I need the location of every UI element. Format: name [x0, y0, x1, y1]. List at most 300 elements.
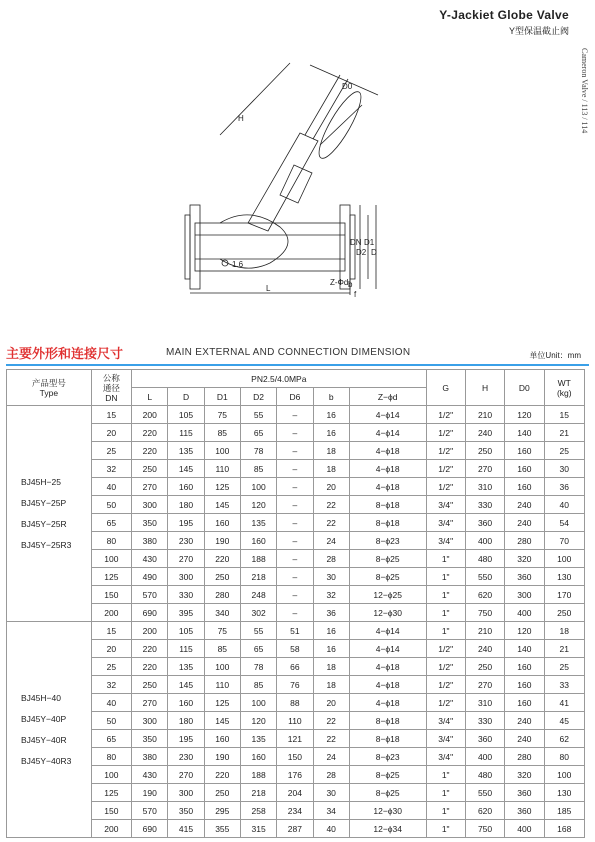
table-cell: 115: [168, 640, 204, 658]
table-cell: 65: [240, 640, 276, 658]
table-cell: 4−ϕ18: [349, 460, 426, 478]
table-cell: 188: [240, 550, 276, 568]
table-cell: 234: [277, 802, 313, 820]
table-cell: 300: [168, 784, 204, 802]
table-row: [7, 730, 585, 748]
table-cell: 4−ϕ18: [349, 442, 426, 460]
table-cell: 30: [313, 568, 349, 586]
table-cell: 310: [465, 478, 504, 496]
type-label: BJ45Y−25P: [21, 497, 67, 508]
table-cell: 280: [505, 532, 544, 550]
table-cell: 40: [544, 496, 584, 514]
table-cell: 160: [505, 658, 544, 676]
table-cell: 8−ϕ23: [349, 748, 426, 766]
table-body: [7, 406, 585, 838]
header-d1: D1: [204, 388, 240, 406]
table-cell: 270: [132, 478, 168, 496]
table-cell: 240: [465, 424, 504, 442]
table-cell: 33: [544, 676, 584, 694]
label-d: D: [371, 248, 377, 257]
table-cell: 690: [132, 604, 168, 622]
table-cell: 80: [544, 748, 584, 766]
table-cell: 110: [204, 460, 240, 478]
table-cell: 220: [132, 640, 168, 658]
page-subtitle: Y型保温截止阀: [508, 26, 569, 36]
header-d2: D2: [240, 388, 276, 406]
table-cell: –: [277, 424, 313, 442]
table-cell: 85: [240, 460, 276, 478]
table-cell: 76: [277, 676, 313, 694]
table-cell: 8−ϕ25: [349, 550, 426, 568]
table-cell: 4−ϕ18: [349, 658, 426, 676]
table-cell: 4−ϕ14: [349, 622, 426, 640]
table-cell: 120: [240, 712, 276, 730]
table-cell: 320: [505, 766, 544, 784]
label-h: H: [238, 114, 244, 123]
table-cell: 400: [465, 532, 504, 550]
table-cell: 1/2": [426, 442, 465, 460]
table-cell: 78: [240, 442, 276, 460]
table-cell: 550: [465, 568, 504, 586]
table-cell: 12−ϕ25: [349, 586, 426, 604]
table-cell: 8−ϕ23: [349, 532, 426, 550]
table-cell: 200: [132, 406, 168, 424]
table-row: [7, 658, 585, 676]
table-cell: 3/4": [426, 712, 465, 730]
table-cell: 160: [505, 694, 544, 712]
table-cell: 40: [91, 694, 131, 712]
table-row: [7, 622, 585, 640]
table-row: [7, 766, 585, 784]
table-cell: 188: [240, 766, 276, 784]
header-h: H: [465, 370, 504, 406]
table-cell: 8−ϕ25: [349, 784, 426, 802]
table-cell: 120: [240, 496, 276, 514]
table-cell: 200: [132, 622, 168, 640]
table-cell: 160: [505, 442, 544, 460]
table-row: [7, 424, 585, 442]
table-cell: 160: [204, 514, 240, 532]
table-cell: 220: [132, 424, 168, 442]
table-cell: 135: [168, 442, 204, 460]
table-cell: 570: [132, 802, 168, 820]
table-cell: 54: [544, 514, 584, 532]
table-cell: 160: [505, 460, 544, 478]
table-cell: 200: [91, 604, 131, 622]
label-d0: D0: [342, 82, 353, 91]
section-title-en: MAIN EXTERNAL AND CONNECTION DIMENSION: [166, 347, 411, 358]
table-cell: 160: [505, 676, 544, 694]
table-cell: 4−ϕ14: [349, 640, 426, 658]
table-cell: 50: [91, 712, 131, 730]
table-cell: 66: [277, 658, 313, 676]
table-cell: –: [277, 496, 313, 514]
table-cell: 360: [465, 730, 504, 748]
type-label: BJ45H−25: [21, 476, 61, 487]
table-cell: 360: [505, 568, 544, 586]
table-cell: 100: [544, 766, 584, 784]
table-cell: 240: [505, 730, 544, 748]
table-cell: 3/4": [426, 730, 465, 748]
header-g: G: [426, 370, 465, 406]
table-row: [7, 478, 585, 496]
header-b: b: [313, 388, 349, 406]
table-cell: 1": [426, 586, 465, 604]
table-cell: 380: [132, 532, 168, 550]
table-cell: 16: [313, 640, 349, 658]
table-cell: 180: [168, 496, 204, 514]
table-cell: 62: [544, 730, 584, 748]
type-cell: [7, 622, 92, 838]
table-cell: –: [277, 604, 313, 622]
table-cell: 195: [168, 730, 204, 748]
table-cell: 204: [277, 784, 313, 802]
table-cell: 75: [204, 622, 240, 640]
table-cell: 240: [505, 514, 544, 532]
table-cell: 350: [168, 802, 204, 820]
table-cell: 1": [426, 568, 465, 586]
table-cell: 28: [313, 550, 349, 568]
table-cell: 135: [240, 730, 276, 748]
table-cell: 20: [313, 694, 349, 712]
table-cell: 8−ϕ18: [349, 712, 426, 730]
table-cell: 220: [132, 442, 168, 460]
table-cell: 300: [132, 496, 168, 514]
label-dn: DN: [350, 238, 362, 247]
table-cell: 100: [240, 478, 276, 496]
table-cell: 32: [313, 586, 349, 604]
table-cell: 20: [91, 424, 131, 442]
table-cell: 230: [168, 532, 204, 550]
table-cell: 218: [240, 784, 276, 802]
table-cell: 80: [91, 532, 131, 550]
label-l: L: [266, 284, 271, 293]
table-cell: 78: [240, 658, 276, 676]
table-cell: 480: [465, 550, 504, 568]
table-cell: 1/2": [426, 640, 465, 658]
table-cell: 8−ϕ18: [349, 496, 426, 514]
table-cell: 8−ϕ18: [349, 514, 426, 532]
table-cell: 210: [465, 622, 504, 640]
table-cell: 15: [91, 622, 131, 640]
table-cell: 490: [132, 568, 168, 586]
table-cell: 145: [204, 496, 240, 514]
table-cell: 65: [240, 424, 276, 442]
table-cell: 270: [465, 460, 504, 478]
table-cell: 185: [544, 802, 584, 820]
table-cell: 65: [91, 514, 131, 532]
table-cell: 32: [91, 676, 131, 694]
table-cell: 145: [204, 712, 240, 730]
table-cell: 250: [544, 604, 584, 622]
table-cell: 130: [544, 568, 584, 586]
table-cell: 125: [91, 784, 131, 802]
table-cell: 121: [277, 730, 313, 748]
table-row: [7, 406, 585, 424]
table-cell: 480: [465, 766, 504, 784]
table-cell: 380: [132, 748, 168, 766]
table-cell: 330: [168, 586, 204, 604]
table-cell: 620: [465, 802, 504, 820]
table-cell: 320: [505, 550, 544, 568]
table-cell: 12−ϕ30: [349, 604, 426, 622]
type-label: BJ45Y−40R3: [21, 755, 72, 766]
table-cell: 140: [505, 640, 544, 658]
table-cell: 150: [91, 586, 131, 604]
table-cell: 190: [204, 532, 240, 550]
table-cell: 145: [168, 460, 204, 478]
table-cell: 210: [465, 406, 504, 424]
table-cell: –: [277, 514, 313, 532]
table-cell: 1/2": [426, 694, 465, 712]
table-cell: 360: [505, 802, 544, 820]
table-cell: 220: [132, 658, 168, 676]
table-cell: 280: [505, 748, 544, 766]
table-row: [7, 532, 585, 550]
table-cell: 218: [240, 568, 276, 586]
table-cell: 1": [426, 802, 465, 820]
table-cell: 270: [168, 550, 204, 568]
table-cell: 360: [505, 784, 544, 802]
table-cell: 1/2": [426, 460, 465, 478]
table-cell: 50: [91, 496, 131, 514]
table-cell: 250: [204, 568, 240, 586]
table-cell: 1": [426, 622, 465, 640]
table-cell: 4−ϕ18: [349, 694, 426, 712]
table-cell: 55: [240, 622, 276, 640]
table-row: [7, 802, 585, 820]
table-cell: 295: [204, 802, 240, 820]
table-cell: 41: [544, 694, 584, 712]
table-cell: 18: [313, 442, 349, 460]
table-row: [7, 460, 585, 478]
table-cell: 240: [505, 712, 544, 730]
table-cell: 280: [204, 586, 240, 604]
table-cell: 125: [91, 568, 131, 586]
table-cell: –: [277, 460, 313, 478]
table-cell: 230: [168, 748, 204, 766]
header-d: D: [168, 388, 204, 406]
table-cell: –: [277, 586, 313, 604]
table-cell: 110: [277, 712, 313, 730]
table-cell: 270: [465, 676, 504, 694]
table-cell: 250: [465, 442, 504, 460]
type-label: BJ45Y−40P: [21, 713, 67, 724]
type-cell: [7, 406, 92, 622]
type-label: BJ45Y−25R3: [21, 539, 72, 550]
table-cell: 18: [544, 622, 584, 640]
table-cell: 22: [313, 514, 349, 532]
valve-drawing: [180, 55, 380, 305]
table-cell: 1": [426, 820, 465, 838]
table-cell: 1": [426, 784, 465, 802]
table-cell: 1": [426, 766, 465, 784]
table-cell: 4−ϕ14: [349, 406, 426, 424]
header-dn: 公称 通径 DN: [91, 370, 131, 406]
label-d2: D2: [356, 248, 367, 257]
table-cell: 105: [168, 622, 204, 640]
table-cell: 135: [168, 658, 204, 676]
table-cell: 25: [91, 658, 131, 676]
table-cell: 22: [313, 730, 349, 748]
header-d0: D0: [505, 370, 544, 406]
table-cell: 258: [240, 802, 276, 820]
table-cell: 430: [132, 550, 168, 568]
label-f: f: [354, 290, 357, 299]
header-wt: WT (kg): [544, 370, 584, 406]
label-zd: Z-Φd: [330, 278, 349, 287]
table-cell: 100: [240, 694, 276, 712]
table-cell: 25: [91, 442, 131, 460]
table-cell: 160: [240, 748, 276, 766]
table-cell: 1/2": [426, 424, 465, 442]
table-cell: 51: [277, 622, 313, 640]
table-cell: 160: [168, 694, 204, 712]
table-cell: 1/2": [426, 406, 465, 424]
table-cell: 120: [505, 622, 544, 640]
table-cell: 250: [132, 676, 168, 694]
table-cell: 40: [91, 478, 131, 496]
table-cell: 120: [505, 406, 544, 424]
table-cell: 8−ϕ25: [349, 568, 426, 586]
table-cell: 18: [313, 658, 349, 676]
table-cell: 18: [313, 460, 349, 478]
table-cell: 360: [465, 514, 504, 532]
table-cell: 75: [204, 406, 240, 424]
table-cell: 250: [204, 784, 240, 802]
table-row: [7, 604, 585, 622]
table-cell: 36: [313, 604, 349, 622]
table-cell: 88: [277, 694, 313, 712]
header-d6: D6: [277, 388, 313, 406]
table-cell: 400: [505, 604, 544, 622]
table-cell: 1/2": [426, 658, 465, 676]
header-pressure: PN2.5/4.0MPa: [132, 370, 426, 388]
table-cell: 270: [132, 694, 168, 712]
table-cell: 4−ϕ18: [349, 478, 426, 496]
table-cell: 12−ϕ34: [349, 820, 426, 838]
table-cell: 16: [313, 406, 349, 424]
table-row: [7, 712, 585, 730]
table-cell: –: [277, 406, 313, 424]
label-d1: D1: [364, 238, 375, 247]
section-rule: [6, 364, 589, 366]
table-cell: 3/4": [426, 748, 465, 766]
table-cell: 24: [313, 532, 349, 550]
table-cell: 8−ϕ18: [349, 730, 426, 748]
table-cell: 22: [313, 496, 349, 514]
table-cell: 160: [204, 730, 240, 748]
table-cell: –: [277, 568, 313, 586]
header-type: 产品型号 Type: [7, 370, 92, 406]
table-cell: 85: [204, 640, 240, 658]
table-cell: 190: [132, 784, 168, 802]
table-cell: 115: [168, 424, 204, 442]
table-cell: 170: [544, 586, 584, 604]
table-row: [7, 748, 585, 766]
table-cell: –: [277, 478, 313, 496]
table-cell: 350: [132, 730, 168, 748]
table-cell: 8−ϕ25: [349, 766, 426, 784]
table-cell: 125: [204, 478, 240, 496]
table-cell: 21: [544, 640, 584, 658]
table-cell: 70: [544, 532, 584, 550]
table-cell: 36: [544, 478, 584, 496]
table-cell: 20: [313, 478, 349, 496]
table-cell: 105: [168, 406, 204, 424]
table-cell: 160: [168, 478, 204, 496]
table-cell: 25: [544, 442, 584, 460]
table-cell: 400: [465, 748, 504, 766]
table-cell: 80: [91, 748, 131, 766]
table-cell: 55: [240, 406, 276, 424]
section-title-cn: 主要外形和连接尺寸: [6, 346, 124, 361]
table-row: [7, 640, 585, 658]
table-cell: 302: [240, 604, 276, 622]
table-cell: 350: [132, 514, 168, 532]
table-cell: 32: [91, 460, 131, 478]
table-cell: 20: [91, 640, 131, 658]
table-cell: 18: [313, 676, 349, 694]
table-cell: 415: [168, 820, 204, 838]
table-cell: 125: [204, 694, 240, 712]
table-cell: 100: [91, 550, 131, 568]
table-cell: 100: [204, 442, 240, 460]
table-cell: 21: [544, 424, 584, 442]
table-cell: 330: [465, 496, 504, 514]
side-caption: Cameron Valve / 113 / 114: [580, 48, 589, 134]
table-cell: 16: [313, 622, 349, 640]
table-cell: 160: [505, 478, 544, 496]
table-cell: 3/4": [426, 532, 465, 550]
table-cell: 300: [132, 712, 168, 730]
table-cell: 240: [465, 640, 504, 658]
page-title: Y-Jackiet Globe Valve: [439, 8, 569, 22]
table-cell: 1": [426, 604, 465, 622]
table-cell: 180: [168, 712, 204, 730]
table-cell: 315: [240, 820, 276, 838]
table-cell: 190: [204, 748, 240, 766]
table-cell: 150: [91, 802, 131, 820]
table-cell: 100: [91, 766, 131, 784]
table-cell: 100: [544, 550, 584, 568]
table-cell: 58: [277, 640, 313, 658]
table-cell: 28: [313, 766, 349, 784]
table-cell: 300: [505, 586, 544, 604]
table-row: [7, 568, 585, 586]
table-cell: 4−ϕ14: [349, 424, 426, 442]
table-cell: 85: [204, 424, 240, 442]
table-row: [7, 694, 585, 712]
table-row: [7, 820, 585, 838]
table-cell: 270: [168, 766, 204, 784]
table-cell: 30: [544, 460, 584, 478]
table-row: [7, 586, 585, 604]
table-cell: 248: [240, 586, 276, 604]
table-cell: 690: [132, 820, 168, 838]
table-cell: 110: [204, 676, 240, 694]
table-cell: 150: [277, 748, 313, 766]
label-b: b: [348, 280, 353, 289]
table-cell: 200: [91, 820, 131, 838]
table-cell: 16: [313, 424, 349, 442]
table-row: [7, 442, 585, 460]
table-cell: 620: [465, 586, 504, 604]
table-cell: 12−ϕ30: [349, 802, 426, 820]
table-cell: 1/2": [426, 676, 465, 694]
table-cell: 145: [168, 676, 204, 694]
table-row: [7, 550, 585, 568]
